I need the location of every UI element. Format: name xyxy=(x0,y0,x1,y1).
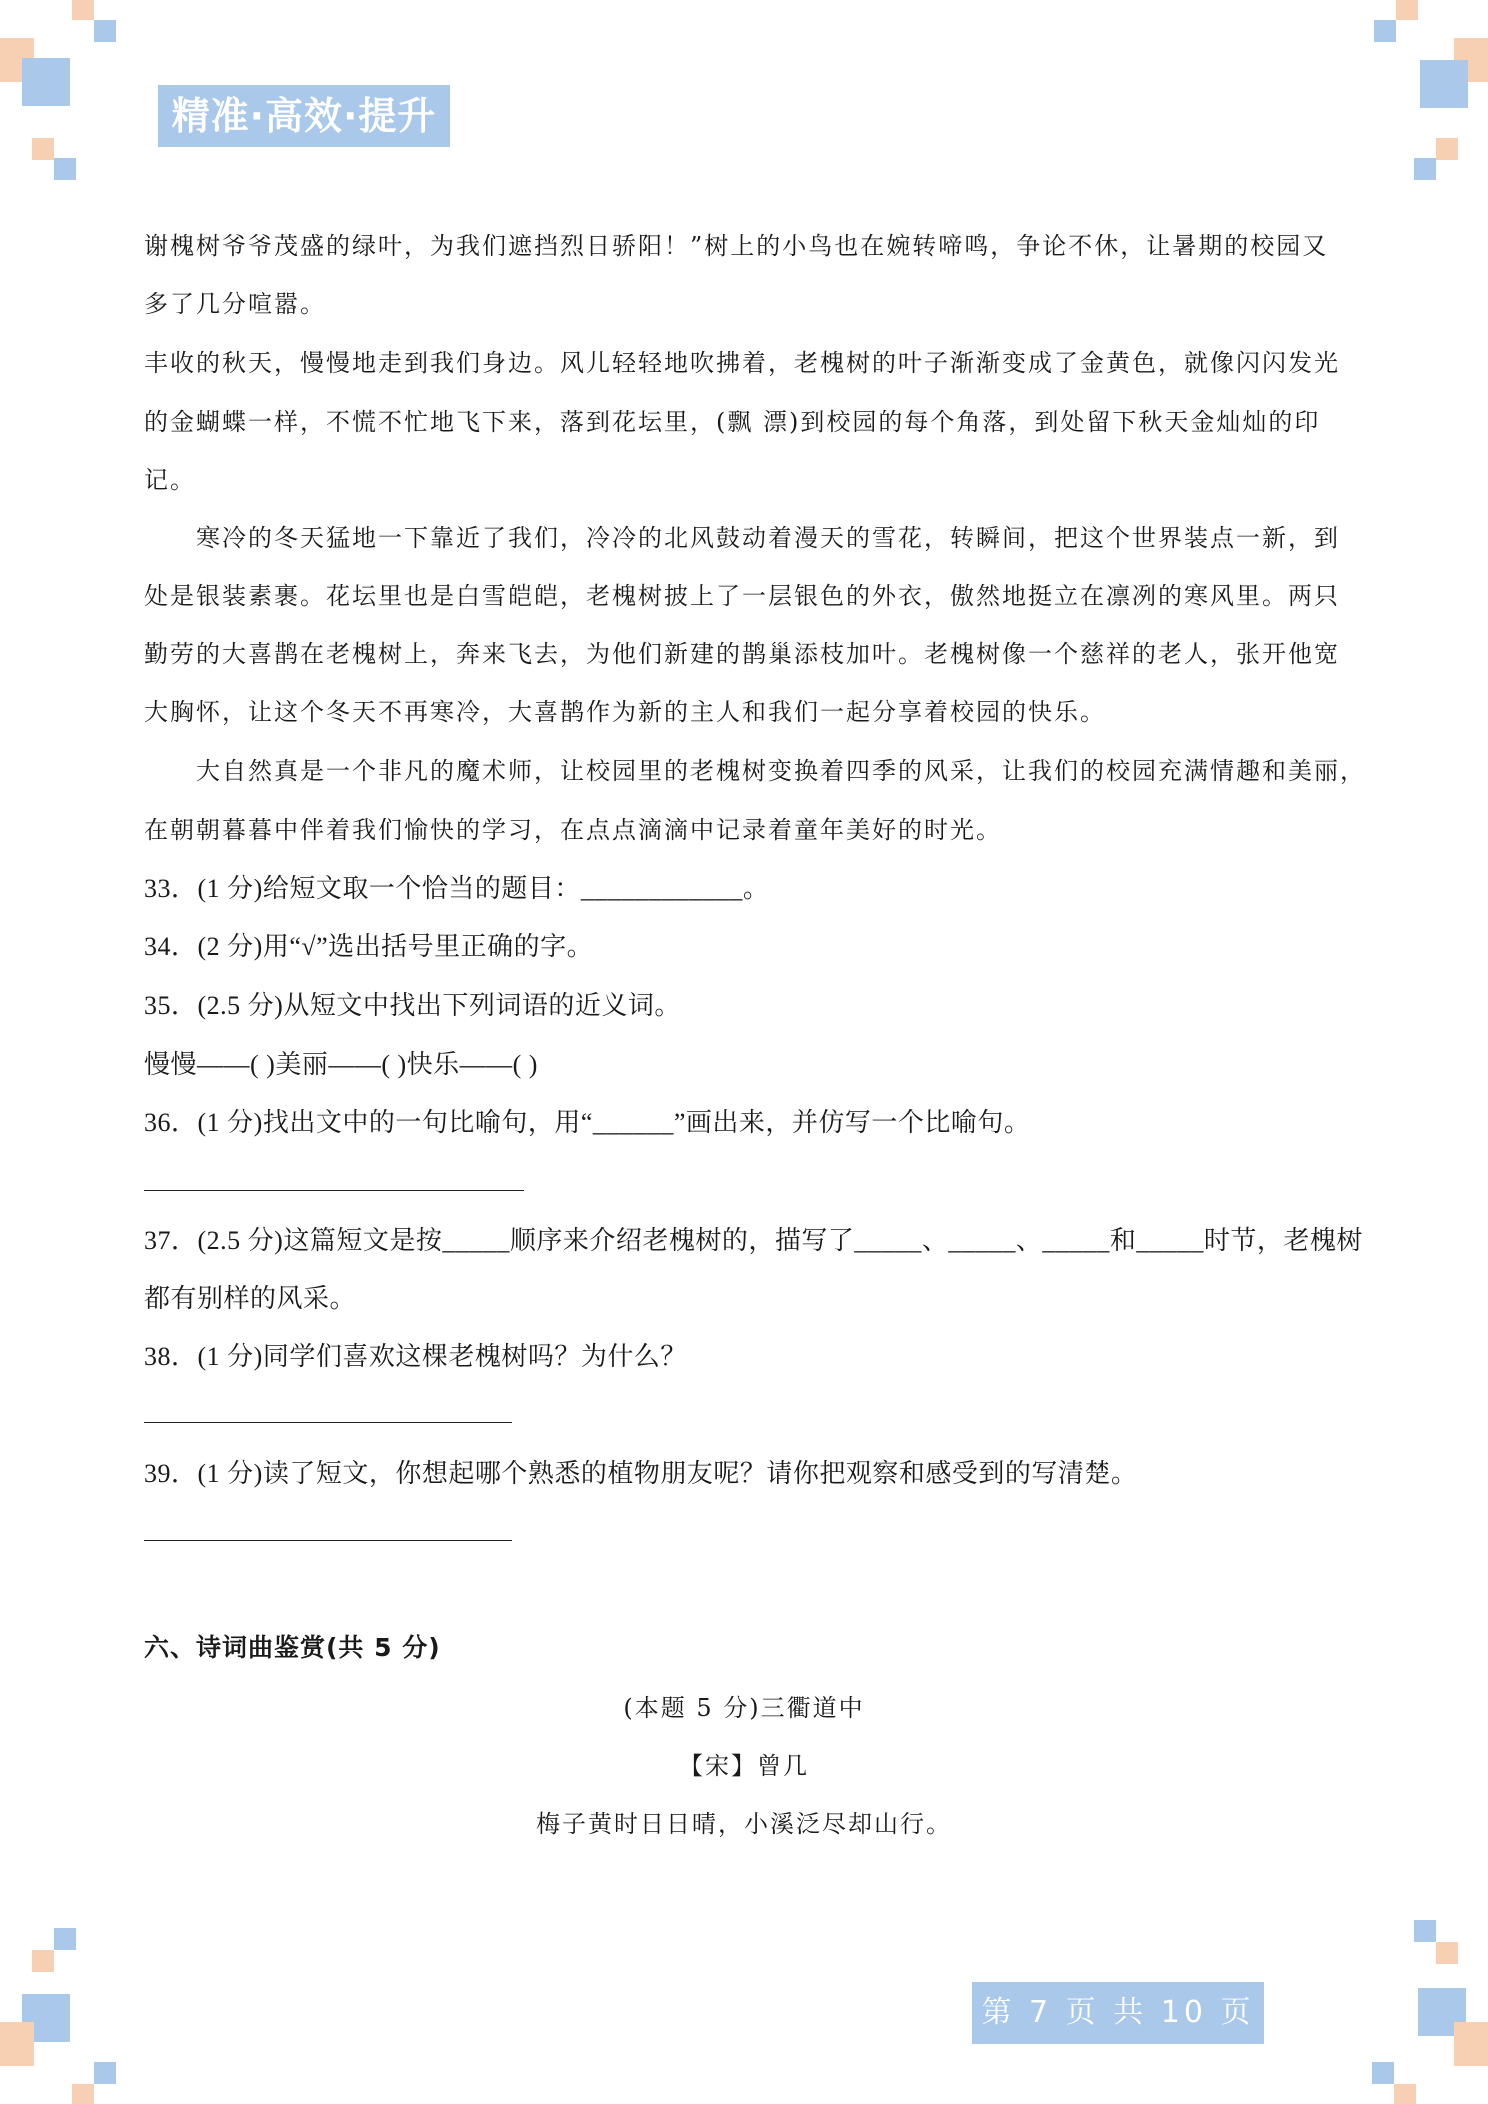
question-37: 37．(2.5 分)这篇短文是按_____顺序来介绍老槐树的，描写了_____、_____、_____和_____时节，老槐树 xyxy=(144,1226,1363,1255)
passage-line: 在朝朝暮暮中伴着我们愉快的学习，在点点滴滴中记录着童年美好的时光。 xyxy=(144,816,1002,844)
passage-line: 记。 xyxy=(144,466,196,494)
poem-line: 梅子黄时日日晴，小溪泛尽却山行。 xyxy=(536,1810,952,1838)
question-35: 35．(2.5 分)从短文中找出下列词语的近义词。 xyxy=(144,991,681,1020)
decor-square xyxy=(1374,20,1396,42)
page-indicator: 第 7 页 共 10 页 xyxy=(972,1982,1264,2044)
passage-line: 多了几分喧嚣。 xyxy=(144,290,326,318)
question-39: 39．(1 分)读了短文，你想起哪个熟悉的植物朋友呢？请你把观察和感受到的写清楚。 xyxy=(144,1459,1138,1488)
answer-line-38[interactable] xyxy=(144,1422,512,1423)
passage-line: 的金蝴蝶一样，不慌不忙地飞下来，落到花坛里，(飘 漂)到校园的每个角落，到处留下秋天金灿灿的印 xyxy=(144,408,1321,436)
question-36: 36．(1 分)找出文中的一句比喻句，用“______”画出来，并仿写一个比喻句。 xyxy=(144,1108,1031,1137)
decor-square xyxy=(1436,1942,1458,1964)
passage-line: 大胸怀，让这个冬天不再寒冷，大喜鹊作为新的主人和我们一起分享着校园的快乐。 xyxy=(144,698,1106,726)
passage-line: 寒冷的冬天猛地一下靠近了我们，冷冷的北风鼓动着漫天的雪花，转瞬间，把这个世界装点一新，到 xyxy=(196,524,1340,552)
decor-square xyxy=(1394,2084,1416,2104)
question-34: 34．(2 分)用“√”选出括号里正确的字。 xyxy=(144,932,594,961)
answer-line-39[interactable] xyxy=(144,1540,512,1541)
brand-banner: 精准·高效·提升 xyxy=(158,85,450,147)
decor-square xyxy=(0,2022,34,2066)
question-35-words: 慢慢——( )美丽——( )快乐——( ) xyxy=(144,1050,538,1079)
decor-square xyxy=(1436,138,1458,160)
decor-square xyxy=(32,138,54,160)
passage-line: 丰收的秋天，慢慢地走到我们身边。风儿轻轻地吹拂着，老槐树的叶子渐渐变成了金黄色，就像闪闪发光 xyxy=(144,349,1340,377)
decor-square xyxy=(94,20,116,42)
decor-square xyxy=(1396,0,1418,20)
poem-author: 【宋】曾几 xyxy=(679,1752,809,1780)
decor-square xyxy=(72,2084,94,2104)
question-33: 33．(1 分)给短文取一个恰当的题目：____________。 xyxy=(144,874,770,903)
decor-square xyxy=(72,0,94,20)
passage-line: 勤劳的大喜鹊在老槐树上，奔来飞去，为他们新建的鹊巢添枝加叶。老槐树像一个慈祥的老人，张开他宽 xyxy=(144,640,1340,668)
passage-line: 谢槐树爷爷茂盛的绿叶，为我们遮挡烈日骄阳！”树上的小鸟也在婉转啼鸣，争论不休，让暑期的校园又 xyxy=(144,232,1329,260)
question-37-cont: 都有别样的风采。 xyxy=(144,1284,357,1313)
decor-square xyxy=(1414,1920,1436,1942)
section-title: 六、诗词曲鉴赏(共 5 分) xyxy=(144,1633,441,1662)
decor-square xyxy=(32,1950,54,1972)
decor-square xyxy=(1454,2022,1488,2066)
passage-line: 处是银装素裹。花坛里也是白雪皑皑，老槐树披上了一层银色的外衣，傲然地挺立在凛冽的寒风里。两只 xyxy=(144,582,1340,610)
answer-line-36[interactable] xyxy=(144,1190,524,1191)
passage-line: 大自然真是一个非凡的魔术师，让校园里的老槐树变换着四季的风采，让我们的校园充满情趣和美丽， xyxy=(196,757,1366,785)
decor-square xyxy=(1420,60,1468,108)
poem-title: (本题 5 分)三衢道中 xyxy=(623,1694,865,1722)
decor-square xyxy=(54,1928,76,1950)
question-38: 38．(1 分)同学们喜欢这棵老槐树吗？为什么？ xyxy=(144,1342,687,1371)
decor-square xyxy=(54,158,76,180)
decor-square xyxy=(1414,158,1436,180)
decor-square xyxy=(22,58,70,106)
decor-square xyxy=(94,2062,116,2084)
decor-square xyxy=(1372,2062,1394,2084)
